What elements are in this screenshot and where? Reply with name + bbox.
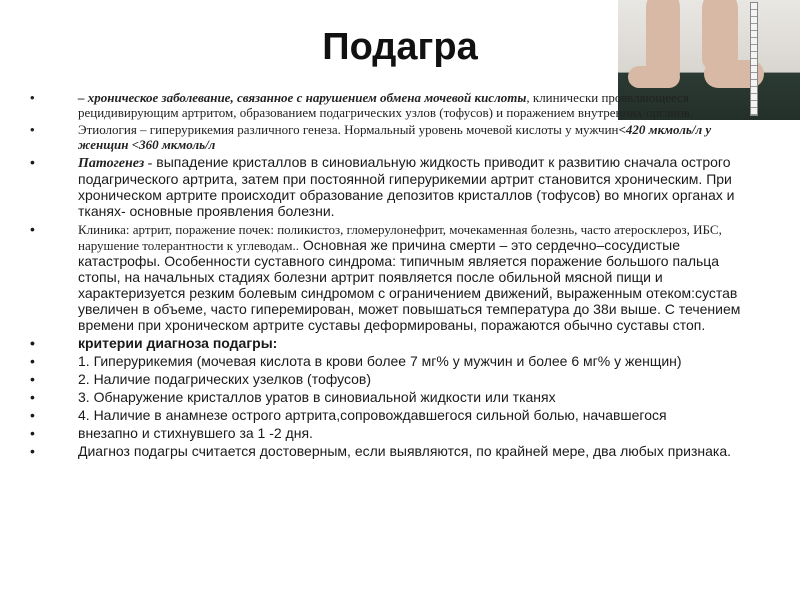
list-item-criterion-1: • 1. Гиперурикемия (мочевая кислота в крови более 7 мг% у мужчин и более 6 мг% у женщин) [30,353,750,369]
definition-lead: – хроническое заболевание, связанное с нарушением обмена мочевой кислоты [78,90,527,105]
list-item-criterion-3: • 3. Обнаружение кристаллов уратов в синовиальной жидкости или тканях [30,389,750,405]
clinic-lead: Клиника: артрит, поражение почек: поликистоз, гломерулонефрит, мочекаменная болезнь, часто атеросклероз, ИБС, нарушение толерантности к углеводам.. [78,222,722,253]
list-item-criterion-4-cont: • внезапно и стихнувшего за 1 -2 дня. [30,425,750,441]
pathogenesis-lead: Патогенез - [78,156,153,171]
etiology-values: <420 мкмоль/л у женщин <360 мкмоль/л [78,122,712,152]
list-item-clinic [30,221,750,333]
list-item-criterion-4: • 4. Наличие в анамнезе острого артрита,сопровождавшегося сильной болью, начавшегося [30,407,750,423]
clinic-rest: Основная же причина смерти – это сердечно–сосудистые катастрофы. Особенности суставного синдрома: типичным является поражение большого пальца стопы, на начальных стадиях болезни артрит появляется после обильной мясной пищи и характеризуется резким болевым синдромом с ограничением движений, выраженным отеком:сустав увеличен в объеме, часто гиперемирован, может повышаться температура до 38и выше. С течением времени при хроническом артрите суставы деформированы, поражаются обычно суставы стоп. [78,237,741,333]
etiology-lead: Этиология – гиперурикемия различного генеза. Нормальный уровень мочевой кислоты у мужчин [78,122,619,137]
content-list [30,90,750,461]
list-item-criterion-2: • 2. Наличие подагрических узелков (тофусов) [30,371,750,387]
list-item-criteria-heading: • критерии диагноза подагры: [30,335,750,351]
definition-rest: , клинически проявляющееся рецидивирующим артритом, образованием подагрических узлов (тофусов) и поражением внутренних органов. [78,90,694,120]
list-item-pathogenesis [30,154,750,219]
pathogenesis-rest: выпадение кристаллов в синовиальную жидкость приводит к развитию сначала острого подагрического артрита, затем при постоянной гиперурикемии артрит становится хроническим. При хроническом артрите происходит образование депозитов кристаллов (тофусов) во многих органах и тканях- основные проявления болезни. [78,154,735,219]
list-item-definition [30,90,750,120]
list-item-diagnosis-note: • Диагноз подагры считается достоверным, если выявляются, по крайней мере, два любых признака. [30,443,750,459]
page-title: Подагра [322,26,478,68]
list-item-etiology [30,122,750,152]
